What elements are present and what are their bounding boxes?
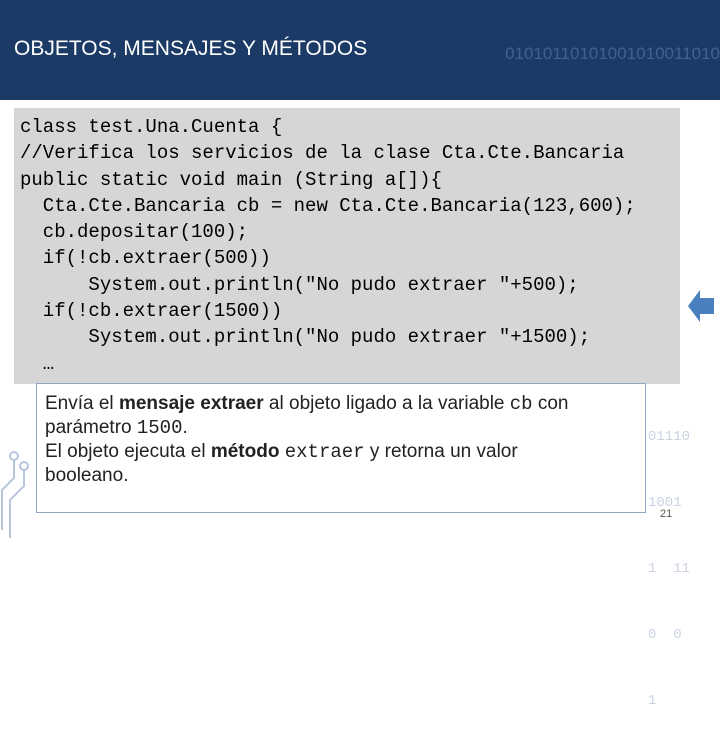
note-line bbox=[45, 440, 645, 464]
note-code: 1500 bbox=[136, 417, 183, 439]
note-text: . bbox=[182, 417, 188, 438]
binary-decoration bbox=[380, 0, 720, 100]
note-text: con bbox=[532, 393, 569, 414]
binary-line: 1 11 bbox=[648, 561, 691, 577]
code-line: System.out.println("No pudo extraer "+1500); bbox=[20, 326, 591, 349]
binary-line: 01010110101001010011010 bbox=[505, 44, 720, 63]
slide-title: OBJETOS, MENSAJES Y MÉTODOS bbox=[14, 34, 375, 64]
left-arrow-icon bbox=[688, 286, 714, 326]
code-line: public static void main (String a[]){ bbox=[20, 168, 442, 191]
note-text: El objeto ejecuta el bbox=[45, 441, 211, 462]
note-bold: mensaje extraer bbox=[118, 393, 264, 414]
code-block bbox=[14, 108, 680, 384]
note-line bbox=[45, 416, 645, 440]
code-line: class test.Una.Cuenta { bbox=[20, 116, 283, 138]
circuit-decoration-icon bbox=[0, 400, 40, 540]
binary-line: 1001 bbox=[648, 495, 682, 511]
note-line bbox=[45, 392, 645, 416]
binary-line: 0 0 bbox=[648, 627, 682, 643]
code-line: if(!cb.extraer(1500)) bbox=[20, 300, 283, 323]
page-number: 21 bbox=[660, 508, 673, 520]
note-code: cb bbox=[509, 393, 533, 415]
binary-line: 1 bbox=[648, 693, 657, 709]
side-binary-decoration bbox=[648, 382, 690, 734]
note-text: parámetro bbox=[45, 417, 137, 438]
explanation-box bbox=[36, 383, 646, 513]
code-line: cb.depositar(100); bbox=[20, 221, 249, 244]
note-line bbox=[45, 464, 645, 488]
note-text: y retorna un valor bbox=[364, 441, 518, 462]
code-line: System.out.println("No pudo extraer "+500); bbox=[20, 273, 579, 296]
code-line: if(!cb.extraer(500)) bbox=[20, 247, 271, 270]
note-text: booleano. bbox=[45, 465, 129, 486]
code-line: Cta.Cte.Bancaria cb = new Cta.Cte.Bancaria(123,600); bbox=[20, 194, 636, 217]
note-code: extraer bbox=[284, 441, 365, 463]
note-text: Envía el bbox=[45, 393, 119, 414]
code-text bbox=[14, 108, 680, 377]
note-bold: método bbox=[210, 441, 280, 462]
binary-line: 01110 bbox=[648, 429, 691, 445]
note-text: al objeto ligado a la variable bbox=[263, 393, 510, 414]
slide-header bbox=[0, 0, 720, 100]
code-line: … bbox=[20, 352, 55, 375]
code-line: //Verifica los servicios de la clase Cta.Cte.Bancaria bbox=[20, 142, 625, 165]
